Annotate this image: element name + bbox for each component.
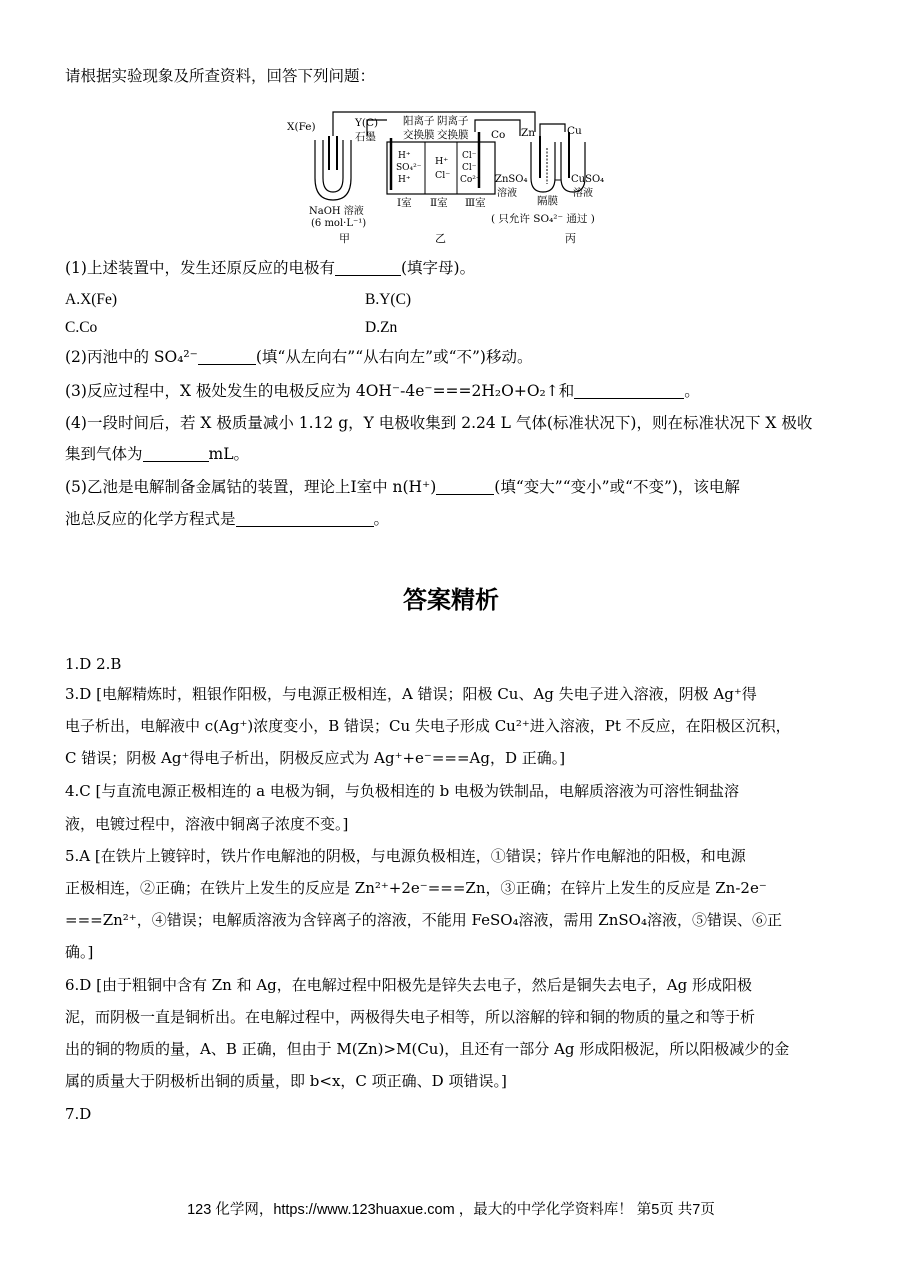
answer-blank-1[interactable] <box>335 259 401 276</box>
option-a: A.X(Fe) <box>65 291 118 308</box>
room1-label: Ⅰ室 <box>397 197 412 209</box>
cuso4-label: CuSO₄ <box>571 174 605 185</box>
room3-cl-2: Cl⁻ <box>462 163 477 173</box>
room2-h-plus: H⁺ <box>435 156 449 167</box>
room1-h-plus-2: H⁺ <box>398 175 411 185</box>
x-fe-label: X(Fe) <box>287 121 316 133</box>
answer-5-line-4: 确。] <box>65 943 94 961</box>
answer-3-line-1: 3.D [电解精炼时，粗银作阳极，与电源正极相连，A 错误；阳极 Cu、Ag 失电子进入溶液，阴极 Ag⁺得 <box>65 685 757 703</box>
room3-label: Ⅲ室 <box>465 197 486 209</box>
cell-yi-label: 乙 <box>435 232 446 245</box>
question-1: (1)上述装置中，发生还原反应的电极有 (填字母)。 <box>65 259 476 277</box>
room2-cl: Cl⁻ <box>435 170 451 181</box>
answer-6-line-1: 6.D [由于粗铜中含有 Zn 和 Ag，在电解过程中阳极先是锌失去电子，然后是铜失去电子，Ag 形成阳极 <box>65 976 752 994</box>
electrolysis-apparatus-diagram <box>285 108 625 248</box>
answer-6-line-2: 泥，而阴极一直是铜析出。在电解过程中，两极得失电子相等，所以溶解的锌和铜的物质的量之和等于析 <box>65 1008 756 1026</box>
exchange-membrane-label-1: 交换膜 <box>403 129 435 141</box>
answer-blank-2[interactable] <box>198 348 256 365</box>
question-4-line-1: (4)一段时间后，若 X 极质量减小 1.12 g，Y 电极收集到 2.24 L 气体(标准状况下)，则在标准状况下 X 极收 <box>65 414 813 432</box>
answer-5-line-3: ===Zn²⁺，④错误；电解质溶液为含锌离子的溶液，不能用 FeSO₄溶液，需用 ZnSO₄溶液，⑤错误、⑥正 <box>65 911 782 929</box>
answer-blank-3[interactable] <box>574 382 684 399</box>
answer-3-line-2: 电子析出，电解液中 c(Ag⁺)浓度变小，B 错误；Cu 失电子形成 Cu²⁺进入溶液，Pt 不反应，在阳极区沉积， <box>65 717 791 735</box>
zn-electrode-label: Zn <box>521 127 536 139</box>
answer-5-line-2: 正极相连，②正确；在铁片上发生的反应是 Zn²⁺+2e⁻===Zn，③正确；在锌片上发生的反应是 Zn-2e⁻ <box>65 879 767 897</box>
answer-6-line-3: 出的铜的物质的量，A、B 正确，但由于 M(Zn)>M(Cu)，且还有一部分 Ag 形成阳极泥，所以阳极减少的金 <box>65 1040 790 1058</box>
room2-label: Ⅱ室 <box>430 197 448 209</box>
answer-6-line-4: 属的质量大于阴极析出铜的质量，即 b<x，C 项正确、D 项错误。] <box>65 1072 507 1090</box>
znso4-label: ZnSO₄ <box>495 174 528 185</box>
cuso4-solution-label: 溶液 <box>573 188 593 199</box>
partition-label: 隔膜 <box>537 195 558 207</box>
page-footer: 123 化学网，https://www.123huaxue.com ，最大的中学化学资料库！ 第5页 共7页 <box>187 1202 715 1218</box>
answer-1-2: 1.D 2.B <box>65 655 122 673</box>
room3-cl-1: Cl⁻ <box>462 151 477 161</box>
question-4-line-2: 集到气体为 mL。 <box>65 445 250 463</box>
cation-membrane-label: 阳离子 <box>403 115 435 127</box>
exchange-membrane-label-2: 交换膜 <box>437 129 469 141</box>
cell-jia-label: 甲 <box>339 232 350 245</box>
answer-5-line-1: 5.A [在铁片上镀锌时，铁片作电解池的阴极，与电源负极相连，①错误；锌片作电解池的阳极，和电源 <box>65 847 746 865</box>
answer-blank-4[interactable] <box>143 445 209 462</box>
anion-membrane-label: 阴离子 <box>437 115 469 127</box>
answer-blank-6[interactable] <box>236 510 374 527</box>
answer-7: 7.D <box>65 1105 92 1123</box>
room1-h-plus: H⁺ <box>398 151 411 161</box>
option-b: B.Y(C) <box>365 291 412 308</box>
room3-co2: Co²⁺ <box>460 175 481 185</box>
option-c: C.Co <box>65 319 98 336</box>
answer-analysis-title: 答案精析 <box>403 585 499 614</box>
answer-4-line-1: 4.C [与直流电源正极相连的 a 电极为铜，与负极相连的 b 电极为铁制品，电解质溶液为可溶性铜盐溶 <box>65 782 740 800</box>
znso4-solution-label: 溶液 <box>497 188 517 199</box>
y-c-label: Y(C) <box>355 117 379 129</box>
answer-blank-5[interactable] <box>436 478 494 495</box>
graphite-label: 石墨 <box>355 131 376 143</box>
co-electrode-label: Co <box>491 129 506 141</box>
concentration-label: (6 mol·L⁻¹) <box>311 218 367 229</box>
intro-text: 请根据实验现象及所查资料，回答下列问题： <box>65 67 376 85</box>
naoh-label: NaOH 溶液 <box>309 206 364 217</box>
room1-so4: SO₄²⁻ <box>396 163 422 173</box>
only-so4-note: ( 只允许 SO₄²⁻ 通过 ) <box>491 213 595 225</box>
option-d: D.Zn <box>365 319 398 336</box>
question-5-line-1: (5)乙池是电解制备金属钴的装置，理论上Ⅰ室中 n(H⁺) (填“变大”“变小”或“不变”)，该电解 <box>65 478 740 496</box>
cell-bing-label: 丙 <box>565 232 576 245</box>
question-3: (3)反应过程中，X 极处发生的电极反应为 4OH⁻-4e⁻===2H₂O+O₂↑和 。 <box>65 382 700 400</box>
answer-4-line-2: 液，电镀过程中，溶液中铜离子浓度不变。] <box>65 815 349 833</box>
cu-electrode-label: Cu <box>567 125 582 137</box>
question-2: (2)丙池中的 SO₄²⁻ (填“从左向右”“从右向左”或“不”)移动。 <box>65 348 533 366</box>
question-5-line-2: 池总反应的化学方程式是 。 <box>65 510 390 528</box>
answer-3-line-3: C 错误；阴极 Ag⁺得电子析出，阴极反应式为 Ag⁺+e⁻===Ag，D 正确。] <box>65 749 566 767</box>
